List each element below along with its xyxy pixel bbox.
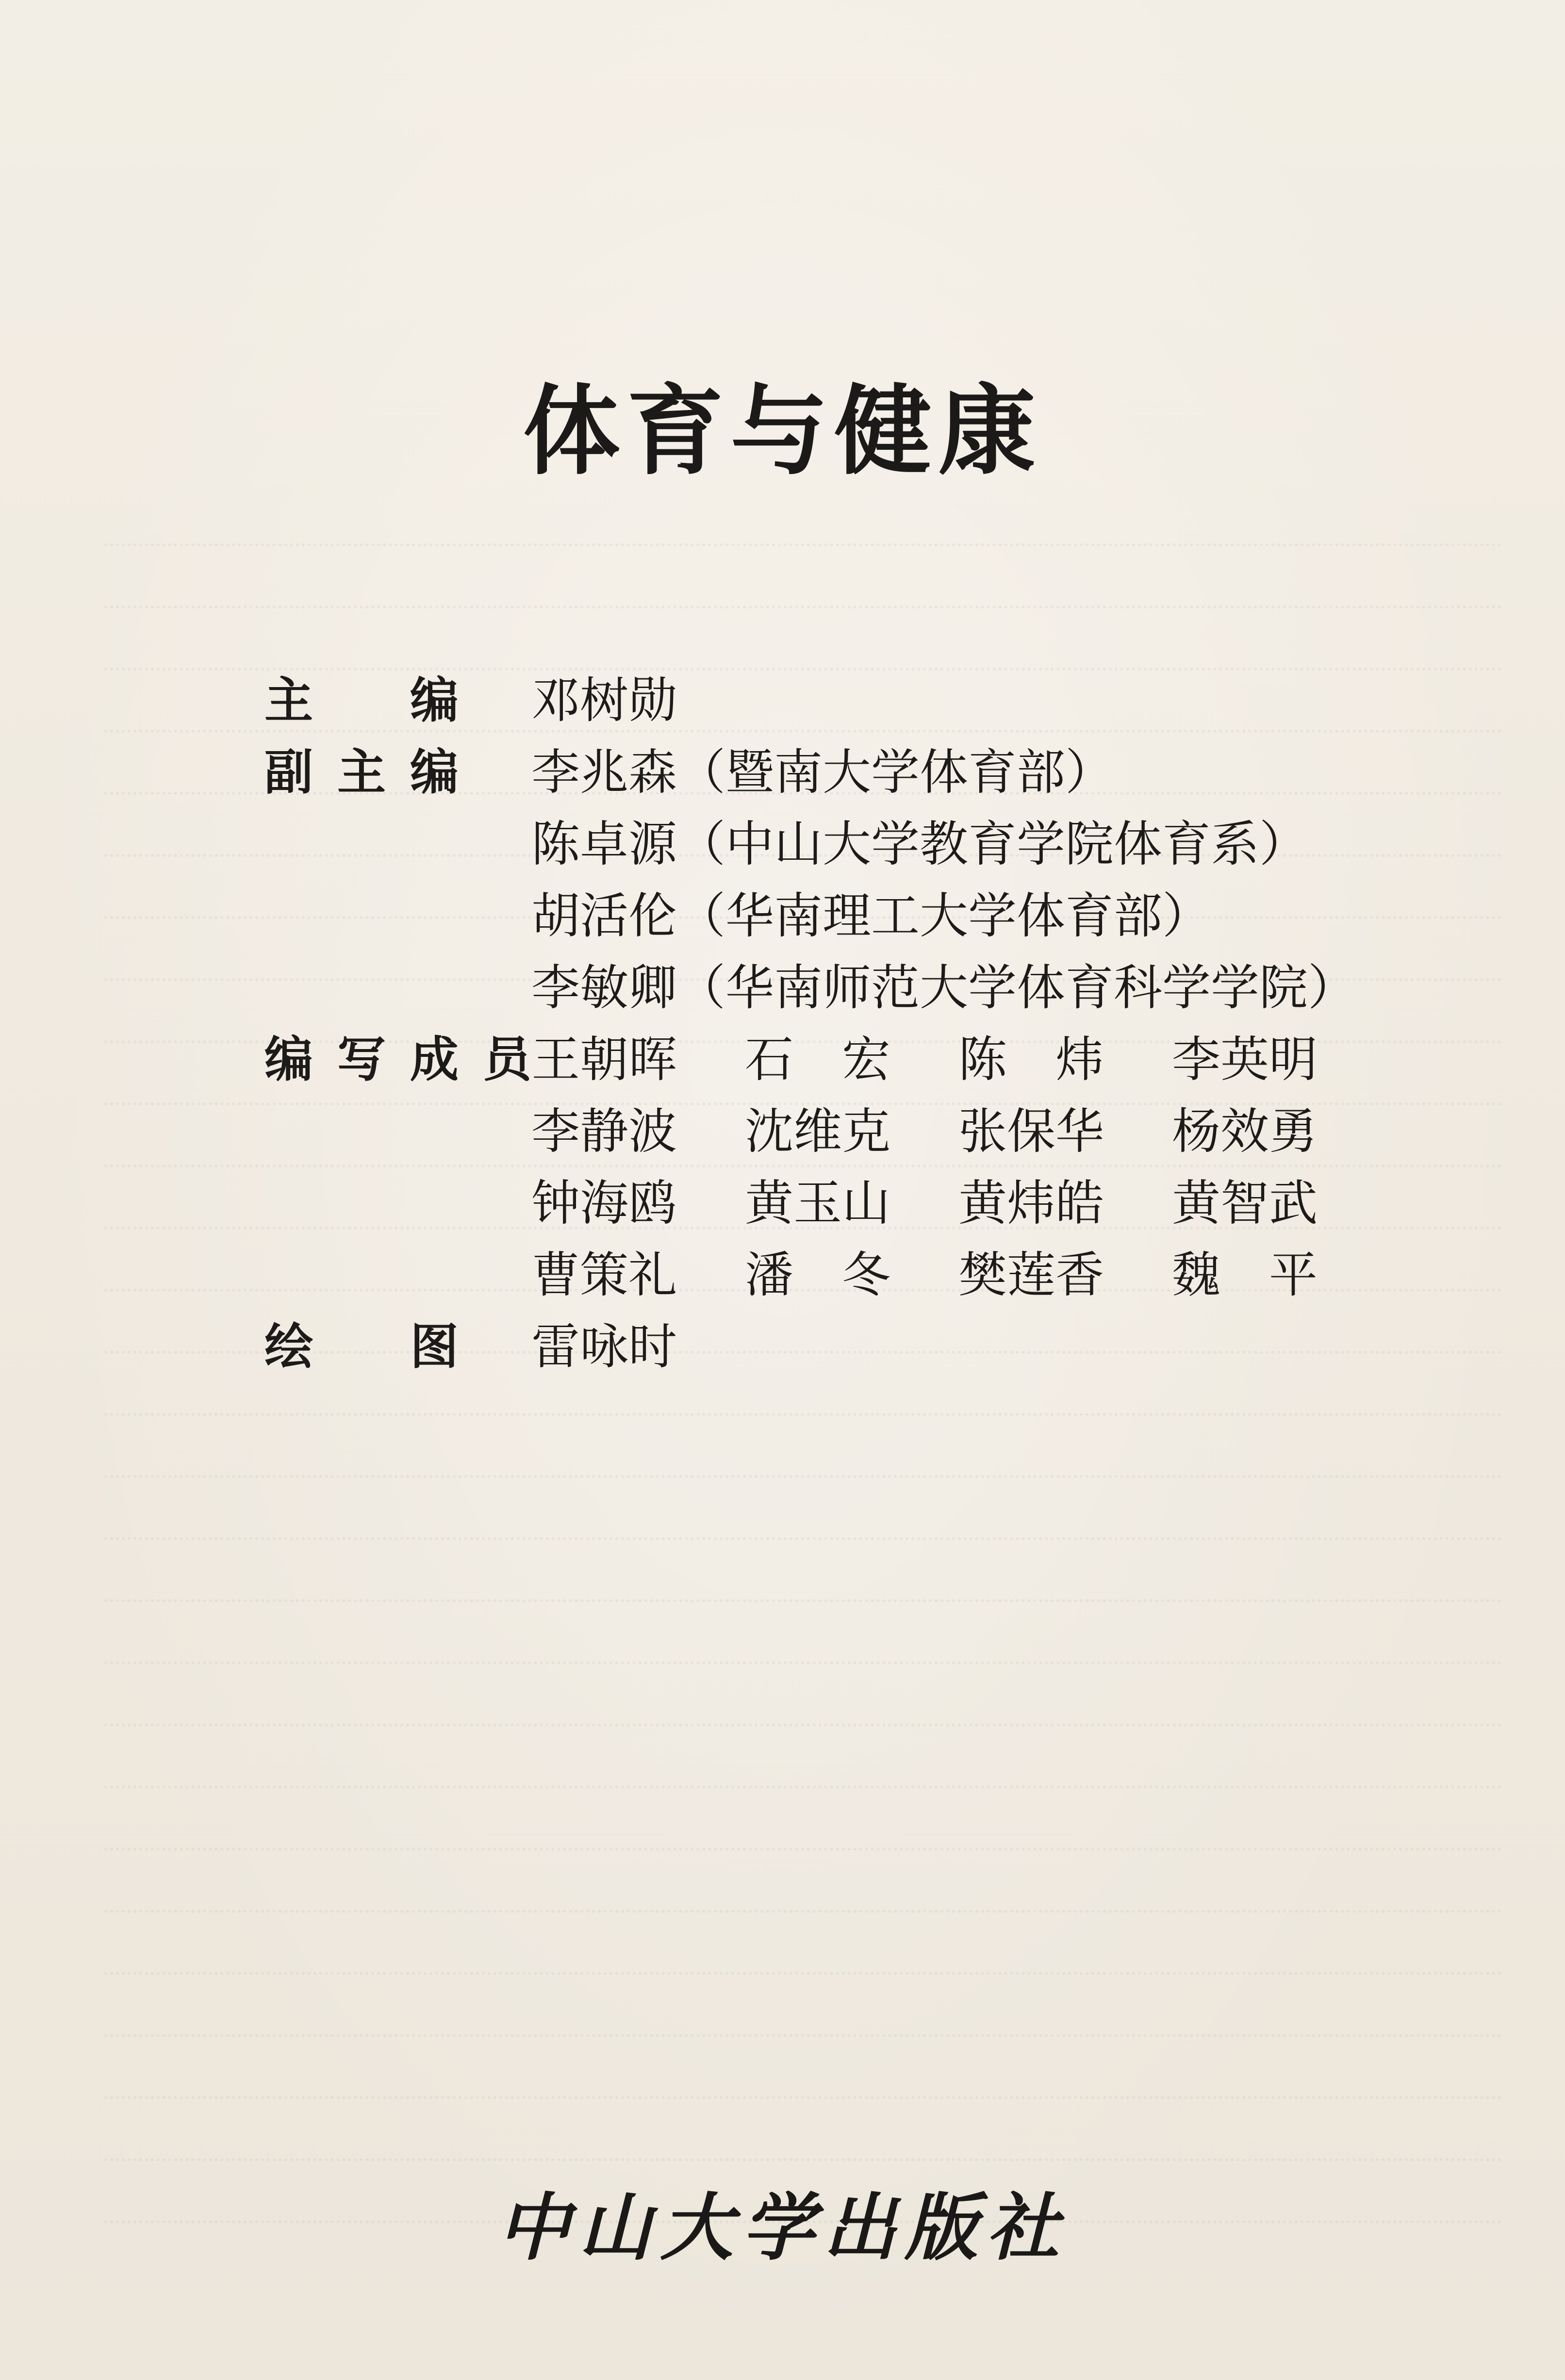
illustrator-name: 雷咏时 bbox=[531, 1318, 677, 1375]
publisher-logo: 中山大学出版社 bbox=[497, 2185, 1068, 2270]
members-grid bbox=[531, 1024, 1385, 1311]
chief-editor-values bbox=[531, 665, 677, 737]
member-name: 曹策礼 bbox=[531, 1247, 677, 1303]
member-name: 张保华 bbox=[958, 1103, 1104, 1160]
member-name: 陈 炜 bbox=[958, 1031, 1104, 1088]
label-char: 编 bbox=[264, 1031, 313, 1088]
member-name: 钟海鸥 bbox=[531, 1175, 677, 1231]
member-name: 魏 平 bbox=[1172, 1247, 1318, 1303]
chief-editor-label bbox=[264, 665, 531, 737]
deputy-editors-row bbox=[264, 737, 1526, 1024]
book-title: 体育与健康 bbox=[523, 375, 1042, 488]
member-name: 樊莲香 bbox=[958, 1247, 1104, 1303]
member-name: 黄炜皓 bbox=[958, 1175, 1104, 1231]
deputy-editor-name: 李兆森（暨南大学体育部） bbox=[531, 744, 1114, 801]
member-name: 石 宏 bbox=[745, 1031, 890, 1088]
label-char: 编 bbox=[410, 672, 459, 729]
members-label bbox=[264, 1024, 531, 1096]
member-name: 潘 冬 bbox=[745, 1247, 890, 1303]
illustrator-values bbox=[531, 1311, 677, 1383]
deputy-editor-name: 胡活伦（华南理工大学体育部） bbox=[531, 887, 1211, 944]
label-char: 写 bbox=[337, 1031, 386, 1088]
deputy-editors-label bbox=[264, 737, 531, 808]
member-name: 杨效勇 bbox=[1172, 1103, 1318, 1160]
member-name: 黄玉山 bbox=[745, 1175, 890, 1231]
deputy-editors-values bbox=[531, 737, 1356, 1024]
member-name: 李英明 bbox=[1172, 1031, 1318, 1088]
label-char: 主 bbox=[337, 744, 386, 801]
illustrator-row bbox=[264, 1311, 1526, 1383]
label-char: 图 bbox=[410, 1318, 459, 1375]
member-name: 李静波 bbox=[531, 1103, 677, 1160]
chief-editor-name: 邓树勋 bbox=[531, 672, 677, 729]
label-char: 绘 bbox=[264, 1318, 313, 1375]
illustrator-label bbox=[264, 1311, 531, 1383]
deputy-editor-name: 李敏卿（华南师范大学体育科学学院） bbox=[531, 959, 1356, 1016]
label-char: 成 bbox=[410, 1031, 459, 1088]
label-char: 副 bbox=[264, 744, 313, 801]
label-char: 员 bbox=[483, 1031, 531, 1088]
deputy-editor-name: 陈卓源（中山大学教育学院体育系） bbox=[531, 816, 1308, 872]
member-name: 沈维克 bbox=[745, 1103, 890, 1160]
member-name: 黄智武 bbox=[1172, 1175, 1318, 1231]
credits-block bbox=[264, 665, 1526, 1383]
label-char: 编 bbox=[410, 744, 459, 801]
member-name: 王朝晖 bbox=[531, 1031, 677, 1088]
chief-editor-row bbox=[264, 665, 1526, 737]
members-row bbox=[264, 1024, 1526, 1311]
label-char: 主 bbox=[264, 672, 313, 729]
